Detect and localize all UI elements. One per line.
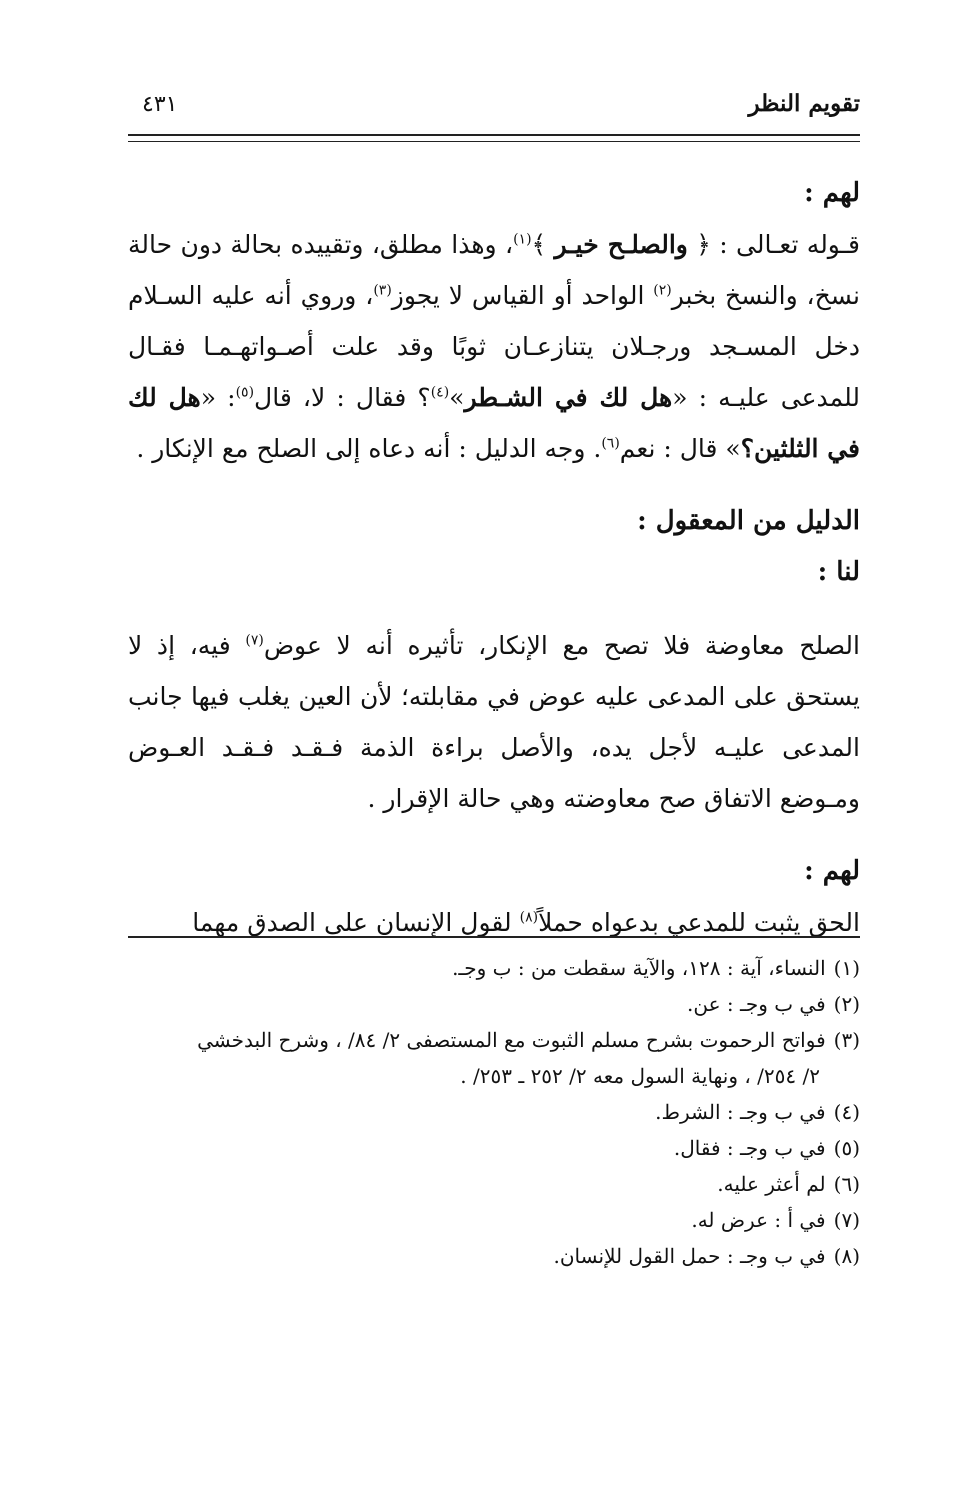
- footnote-number: (٢): [833, 992, 860, 1016]
- footnote-ref-8: (٨): [519, 909, 539, 926]
- footnote-2: [128, 986, 860, 1022]
- page-header: [128, 88, 860, 128]
- footnote-number: (٨): [833, 1244, 860, 1268]
- hadith-quote-1: هل لك في الشـطر: [464, 383, 673, 412]
- section-heading-lana: لنا :: [817, 557, 860, 587]
- footnote-3: [128, 1022, 860, 1094]
- text-run: الواحد أو القياس لا يجوز: [391, 281, 654, 310]
- main-text: [128, 168, 860, 948]
- spacer: [128, 598, 860, 620]
- footnote-8: [128, 1238, 860, 1274]
- text-run: ، وهذا مطلق، وتقييده بحالة دون حالة نسخ، والنسخ بخبر: [128, 230, 860, 310]
- footnote-number: (٥): [833, 1136, 860, 1160]
- footnote-ref-6: (٦): [601, 435, 620, 452]
- footnote-ref-5: (٥): [235, 384, 255, 401]
- section-heading-lahum-1: لهم :: [804, 178, 860, 208]
- text-run: ، وروي أنه عليه السـلام دخل المسـجد ورجـلان يتنازعـان ثوبًا وقد علت أصـواتهـمـا فقـال للمدعى عليـه : «: [128, 281, 861, 412]
- hadith-quote-2: هل لك في الثلثين؟: [128, 383, 860, 463]
- text-run: ﴾: [531, 230, 555, 259]
- text-run: : «: [200, 383, 236, 412]
- spacer: [128, 474, 860, 496]
- text-run: قـوله تعـالى : ﴿: [687, 230, 860, 259]
- footnotes: [128, 950, 860, 1274]
- footnote-text: لم أعثر عليه.: [717, 1172, 826, 1196]
- section-heading-reason: الدليل من المعقول :: [637, 506, 860, 536]
- footnote-number: (٣): [833, 1028, 860, 1052]
- footnote-text: في ب وجـ : حمل القول للإنسان.: [553, 1244, 826, 1268]
- text-run: الصلح معاوضة فلا تصح مع الإنكار، تأثيره أنه لا عوض: [263, 631, 860, 660]
- footnote-continuation: ٢/ ٢٥٤/ ، ونهاية السول معه ٢/ ٢٥٢ ـ ٢٥٣/ .: [460, 1064, 820, 1088]
- text-run: » قال : نعم: [619, 434, 741, 463]
- footnote-ref-4: (٤): [430, 384, 450, 401]
- text-run: ؟ فقال : لا، قال: [254, 383, 431, 412]
- spacer: [128, 824, 860, 846]
- header-rule: [128, 134, 860, 142]
- footnote-text: فواتح الرحموت بشرح مسلم الثبوت مع المستصفى ٢/ ٨٤/ ، وشرح البدخشي: [197, 1028, 826, 1052]
- text-run: . وجه الدليل : أنه دعاه إلى الصلح مع الإنكار .: [136, 434, 602, 463]
- text-run: »: [449, 383, 465, 412]
- footnote-ref-2: (٢): [653, 282, 672, 299]
- footnote-ref-1: (١): [513, 231, 532, 248]
- paragraph-1: [128, 219, 860, 474]
- footnote-number: (١): [833, 956, 860, 980]
- footnote-text: في ب وجـ : الشرط.: [655, 1100, 826, 1124]
- footnote-text: في أ : عرض له.: [691, 1208, 826, 1232]
- footnote-rule: [128, 936, 860, 938]
- footnote-text: في ب وجـ : عن.: [687, 992, 826, 1016]
- footnote-4: [128, 1094, 860, 1130]
- quran-quote: والصلـح خيـر: [554, 230, 688, 259]
- footnote-5: [128, 1130, 860, 1166]
- footnote-ref-7: (٧): [245, 632, 264, 649]
- footnote-6: [128, 1166, 860, 1202]
- footnote-text: النساء، آية : ١٢٨، والآية سقطت من : ب وجـ.: [452, 956, 826, 980]
- text-run: لقول الإنسان على الصدق مهما: [192, 908, 520, 937]
- footnote-ref-3: (٣): [373, 282, 392, 299]
- text-run: فيه، إذ لا يستحق على المدعى عليه عوض في مقابلته؛ لأن العين يغلب فيها جانب المدعى عليـه لأجل يده، والأصل براءة الذمة فـقـد فـقـد العـوض ومـوضع الاتفاق صح معاوضته وهي حالة الإقرار .: [128, 631, 860, 813]
- footnote-text: في ب وجـ : فقال.: [673, 1136, 826, 1160]
- page-number: ٤٣١: [142, 92, 178, 117]
- footnote-number: (٤): [833, 1100, 860, 1124]
- section-heading-lahum-2: لهم :: [804, 856, 860, 886]
- footnote-1: [128, 950, 860, 986]
- running-title: تقويم النظر: [748, 90, 860, 117]
- footnote-7: [128, 1202, 860, 1238]
- text-run: الحق يثبت للمدعي بدعواه حملاً: [538, 908, 860, 937]
- footnote-number: (٦): [833, 1172, 860, 1196]
- footnote-number: (٧): [833, 1208, 860, 1232]
- paragraph-2: [128, 620, 860, 824]
- paragraph-3: [128, 897, 860, 948]
